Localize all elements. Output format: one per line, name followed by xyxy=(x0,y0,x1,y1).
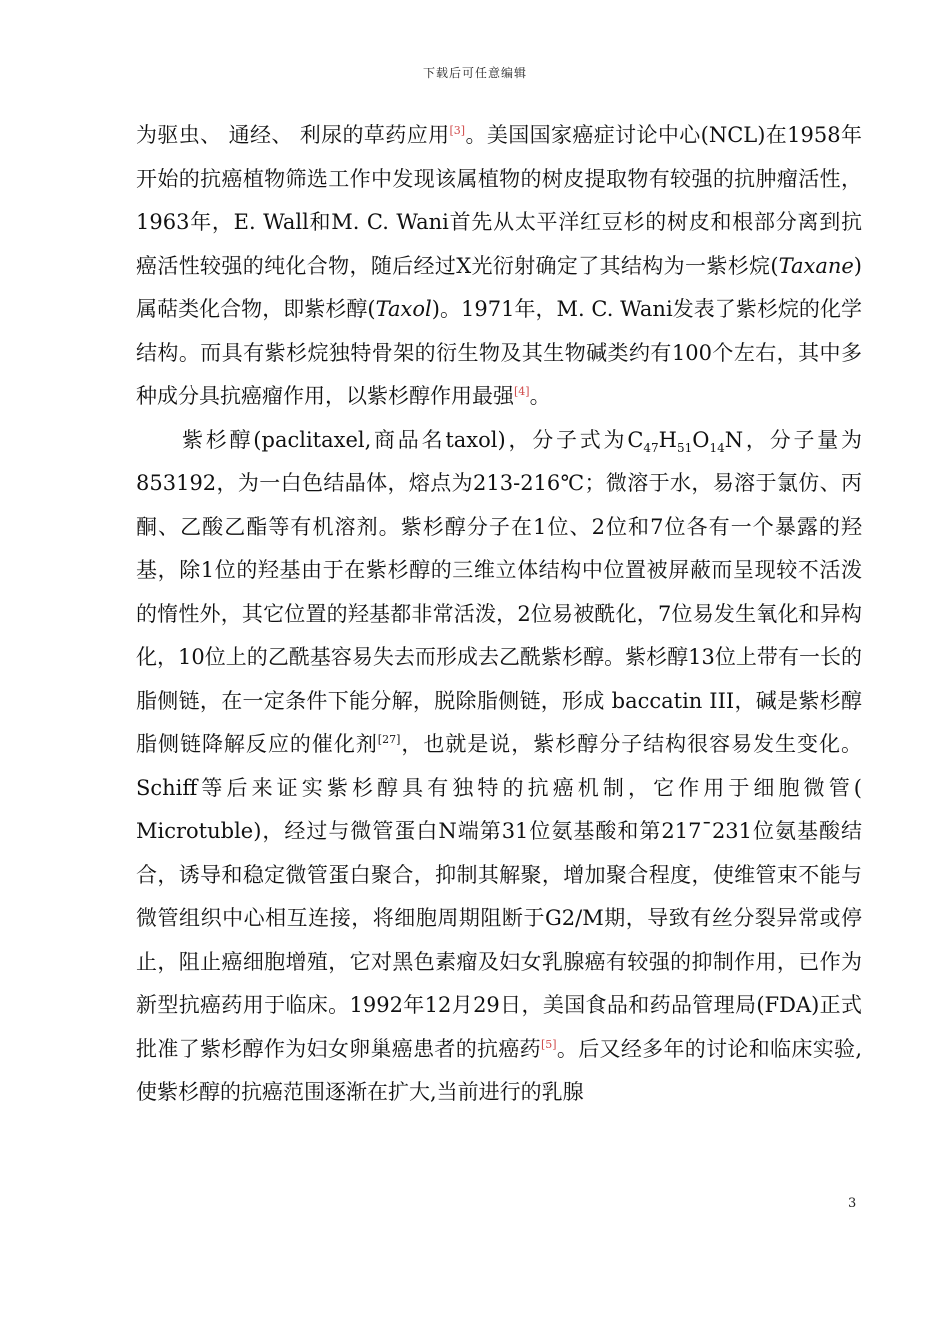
formula-element: H xyxy=(658,427,677,452)
citation-ref: [5] xyxy=(541,1037,557,1051)
formula-subscript: 47 xyxy=(643,440,659,455)
citation-ref: [27] xyxy=(377,733,401,746)
citation-ref: [3] xyxy=(449,124,466,137)
formula-subscript: 14 xyxy=(709,440,725,455)
text-run: ，也就是说，紫杉醇分子结构很容易发生变化。Schiff等后来证实紫杉醇具有独特的抗癌机制，它作用于细胞微管( Microtuble)，经过与微管蛋白N端第31位氨基酸和第217¯231位氨基酸结合，诱导和稳定微管蛋白聚合，抑制其解聚，增加聚合程度，使维管束不能与微管组织中心相互连接，将细胞周期阻断于G2/M期，导致有丝分裂异常或停止，阻止癌细胞增殖，它对黑色素瘤及妇女乳腺癌有较强的抑制作用，已作为新型抗癌药用于临床。1992年12月29日，美国食品和药品管理局(FDA)正式批准了紫杉醇作为妇女卵巢癌患者的抗癌药 xyxy=(136,732,862,1061)
formula-element: O xyxy=(692,427,710,452)
text-run: 为驱虫、 通经、 利尿的草药应用 xyxy=(136,123,450,147)
page-header: 下载后可任意编辑 xyxy=(422,66,527,80)
formula-element: C xyxy=(627,427,644,452)
text-run: 。美国国家癌症讨论中心(NCL)在1958年开始的抗癌植物筛选工作中发现该属植物的树皮提取物有较强的抗肿瘤活性，1963年，E. Wall和M. C. Wani首先从太平洋红豆杉的树皮和根部分离到抗癌活性较强的纯化合物，随后经过X光衍射确定了其结构为一紫杉烷( xyxy=(136,123,863,278)
text-run: ，分子量为853192，为一白色结晶体，熔点为213-216℃；微溶于水，易溶于氯仿、丙酮、乙酸乙酯等有机溶剂。紫杉醇分子在1位、2位和7位各有一个暴露的羟基，除1位的羟基由于在紫杉醇的三维立体结构中位置被屏蔽而呈现较不活泼的惰性外，其它位置的羟基都非常活泼，2位易被酰化，7位易发生氧化和异构化，10位上的乙酰基容易失去而形成去乙酰紫杉醇。紫杉醇13位上带有一长的脂侧链，在一定条件下能分解，脱除脂侧链，形成 baccatin III，碱是紫杉醇脂侧链降解反应的催化剂 xyxy=(136,427,862,756)
text-run: )。1971年，M. C. Wani发表了紫杉烷的化学结构。而具有紫杉烷独特骨架的衍生物及其生物碱类约有100个左右，其中多种成分具抗癌瘤作用，以紫杉醇作用最强 xyxy=(136,297,862,408)
italic-term: Taxol xyxy=(375,297,432,321)
page-number: 3 xyxy=(848,1196,857,1211)
italic-term: Taxane xyxy=(778,253,854,278)
paragraph-1 xyxy=(136,114,862,419)
formula-subscript: 51 xyxy=(677,440,693,455)
text-run: 。后又经多年的讨论和临床实验,使紫杉醇的抗癌范围逐渐在扩大,当前进行的乳腺 xyxy=(136,1036,862,1104)
formula-element: N xyxy=(724,427,744,452)
text-run: 紫杉醇(paclitaxel,商品名taxol)，分子式为 xyxy=(182,427,628,452)
body-text xyxy=(136,114,862,1115)
citation-ref: [4] xyxy=(514,385,530,398)
chemical-formula xyxy=(627,427,744,455)
paragraph-2 xyxy=(136,419,862,1115)
text-run: )属萜类化合物，即紫杉醇( xyxy=(136,253,862,321)
text-run: 。 xyxy=(529,384,551,408)
